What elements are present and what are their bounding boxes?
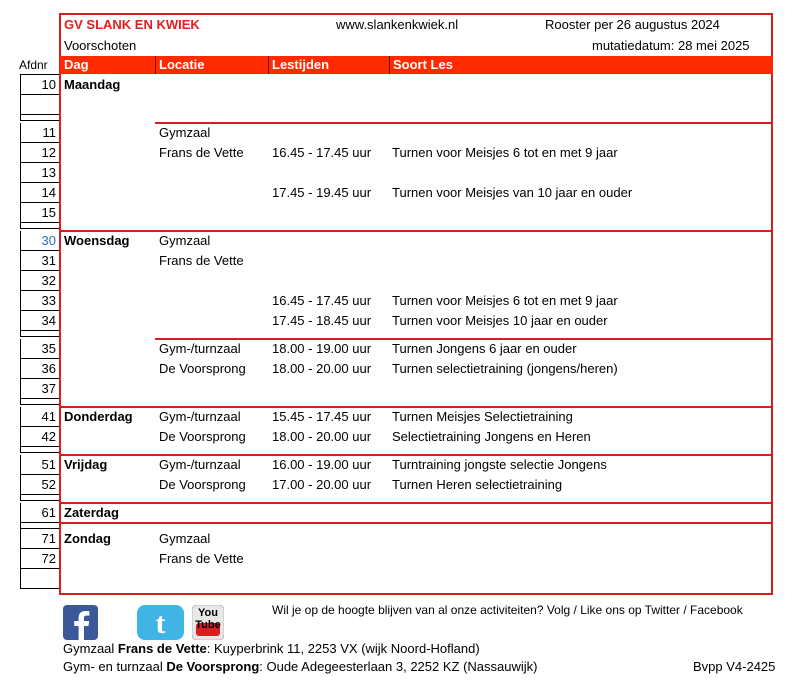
location-cell: Frans de Vette [159, 551, 244, 566]
afdnr-cell: 15 [20, 203, 59, 223]
afdnr-cell: 32 [20, 271, 59, 291]
afdnr-cell: 42 [20, 427, 59, 447]
afdnr-cell: 30 [20, 231, 59, 251]
day-donderdag: Donderdag [64, 409, 133, 424]
footer-address-1-addr: : Kuyperbrink 11, 2253 VX (wijk Noord-Hofland) [206, 641, 480, 656]
afdnr-gap [20, 495, 59, 501]
lesson-cell: Turnen Heren selectietraining [392, 477, 563, 492]
location-cell: Frans de Vette [159, 145, 244, 160]
afdnr-cell: 10 [20, 75, 59, 95]
day-zondag: Zondag [64, 531, 111, 546]
row-separator [60, 502, 773, 504]
time-cell: 18.00 - 20.00 uur [272, 361, 372, 376]
afdnr-gap [20, 223, 59, 229]
afdnr-cell: 51 [20, 455, 59, 475]
afdnr-cell: 35 [20, 339, 59, 359]
column-header-bar [60, 56, 773, 74]
time-cell: 16.45 - 17.45 uur [272, 293, 372, 308]
lesson-cell: Turnen voor Meisjes 10 jaar en ouder [392, 313, 608, 328]
time-cell: 17.45 - 19.45 uur [272, 185, 372, 200]
afdnr-cell: 13 [20, 163, 59, 183]
afdnr-gap [20, 115, 59, 121]
afdnr-cell: 72 [20, 549, 59, 569]
afdnr-cell: 61 [20, 503, 59, 523]
day-maandag: Maandag [64, 77, 121, 92]
afdnr-cell: 36 [20, 359, 59, 379]
afdnr-cell: 37 [20, 379, 59, 399]
afdnr-cell [20, 569, 59, 589]
youtube-label: You Tube [195, 607, 221, 631]
afdnr-gap [20, 331, 59, 337]
time-cell: 16.00 - 19.00 uur [272, 457, 372, 472]
afdnr-cell: 12 [20, 143, 59, 163]
time-cell: 18.00 - 19.00 uur [272, 341, 372, 356]
location-cell: Frans de Vette [159, 253, 244, 268]
footer-address-2-addr: : Oude Adegeesterlaan 3, 2252 KZ (Nassauwijk) [259, 659, 538, 674]
row-separator [155, 122, 773, 124]
time-cell: 15.45 - 17.45 uur [272, 409, 372, 424]
col-lestijden: Lestijden [272, 57, 330, 72]
mutation-date: mutatiedatum: 28 mei 2025 [592, 38, 750, 53]
location-cell: De Voorsprong [159, 477, 246, 492]
location-cell: De Voorsprong [159, 361, 246, 376]
day-vrijdag: Vrijdag [64, 457, 108, 472]
col-locatie: Locatie [159, 57, 205, 72]
website[interactable]: www.slankenkwiek.nl [336, 17, 459, 32]
location-cell: Gym-/turnzaal [159, 341, 241, 356]
day-zaterdag: Zaterdag [64, 505, 119, 520]
facebook-icon[interactable] [63, 605, 98, 640]
footer-address-1 [63, 641, 480, 656]
twitter-icon[interactable] [137, 605, 184, 640]
col-dag: Dag [64, 57, 89, 72]
col-divider [389, 56, 390, 74]
afdnr-cell: 31 [20, 251, 59, 271]
social-prompt: Wil je op de hoogte blijven van al onze activiteiten? Volg / Like ons op Twitter / Facebook [272, 603, 743, 617]
afdnr-cell: 41 [20, 407, 59, 427]
location-cell: Gym-/turnzaal [159, 457, 241, 472]
youtube-icon[interactable] [192, 605, 224, 640]
afdnr-gap [20, 399, 59, 405]
footer-address-2-name: De Voorsprong [166, 659, 260, 674]
lesson-cell: Turnen selectietraining (jongens/heren) [392, 361, 618, 376]
afdnr-cell: 33 [20, 291, 59, 311]
time-cell: 17.00 - 20.00 uur [272, 477, 372, 492]
lesson-cell: Turnen voor Meisjes 6 tot en met 9 jaar [392, 293, 618, 308]
version-label: Bvpp V4-2425 [693, 659, 776, 674]
footer-address-1-name: Frans de Vette [117, 641, 207, 656]
col-soort-les: Soort Les [393, 57, 453, 72]
row-separator [60, 522, 773, 524]
time-cell: 16.45 - 17.45 uur [272, 145, 372, 160]
location-cell: Gym-/turnzaal [159, 409, 241, 424]
location-cell: De Voorsprong [159, 429, 246, 444]
footer-address-2-prefix: Gym- en turnzaal [63, 659, 167, 674]
afdnr-cell: 71 [20, 529, 59, 549]
svg-text:t: t [155, 607, 166, 640]
footer-address-2 [63, 659, 537, 674]
afdnr-header: Afdnr [19, 58, 48, 72]
lesson-cell: Turntraining jongste selectie Jongens [392, 457, 607, 472]
afdnr-cell: 52 [20, 475, 59, 495]
lesson-cell: Turnen Meisjes Selectietraining [392, 409, 573, 424]
lesson-cell: Turnen voor Meisjes 6 tot en met 9 jaar [392, 145, 618, 160]
location-cell: Gymzaal [159, 531, 211, 546]
time-cell: 17.45 - 18.45 uur [272, 313, 372, 328]
time-cell: 18.00 - 20.00 uur [272, 429, 372, 444]
footer-address-1-prefix: Gymzaal [63, 641, 118, 656]
lesson-cell: Selectietraining Jongens en Heren [392, 429, 591, 444]
location-cell: Gymzaal [159, 233, 211, 248]
afdnr-cell: 11 [20, 123, 59, 143]
afdnr-cell: 14 [20, 183, 59, 203]
day-woensdag: Woensdag [64, 233, 130, 248]
location-cell: Gymzaal [159, 125, 211, 140]
afdnr-cell: 34 [20, 311, 59, 331]
rooster-date: Rooster per 26 augustus 2024 [545, 17, 720, 32]
lesson-cell: Turnen Jongens 6 jaar en ouder [392, 341, 577, 356]
city: Voorschoten [64, 38, 137, 53]
lesson-cell: Turnen voor Meisjes van 10 jaar en ouder [392, 185, 633, 200]
col-divider [155, 56, 156, 74]
col-divider [268, 56, 269, 74]
afdnr-gap [20, 447, 59, 453]
org-name: GV SLANK EN KWIEK [64, 17, 200, 32]
afdnr-cell [20, 95, 59, 115]
